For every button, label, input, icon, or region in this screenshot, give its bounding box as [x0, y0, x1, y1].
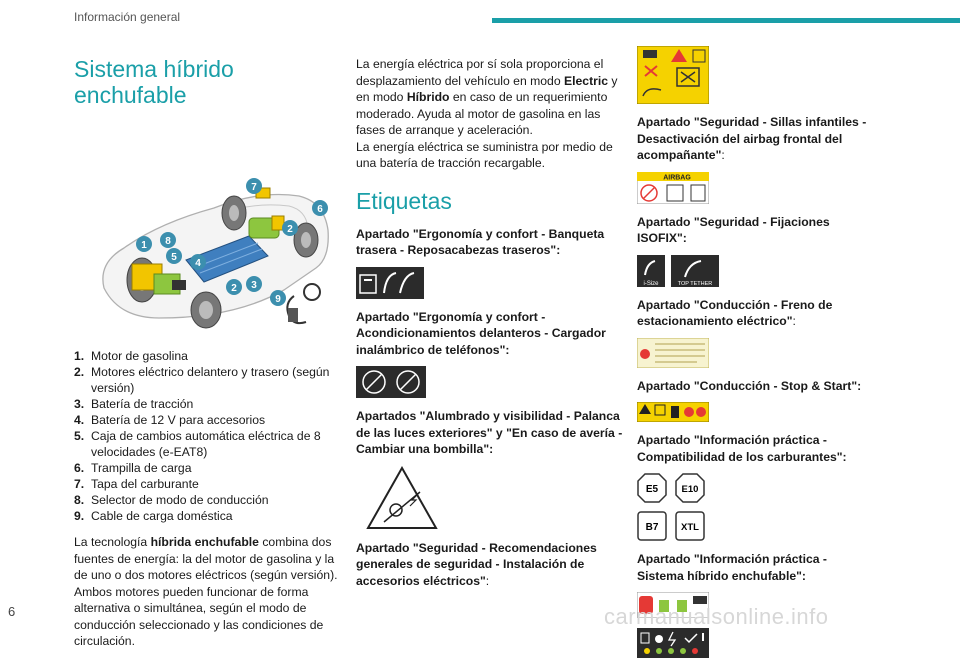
list-item: 4. Batería de 12 V para accesorios [74, 413, 266, 427]
label-heading-fuels: Apartado "Información práctica - Compatibilidad de los carburantes": [637, 433, 847, 464]
list-item: 5. Caja de cambios automática eléctrica de 8 velocidades (e-EAT8) [74, 429, 321, 459]
callout-9: 9 [275, 294, 281, 305]
svg-text:XTL: XTL [681, 522, 699, 533]
fuel-b7-icon [637, 511, 667, 541]
electric-paragraph: La energía eléctrica por sí sola proporciona el desplazamiento del vehículo en modo Electric y en modo Híbrido en caso de un requerimiento moderado. Ayuda al motor de gasolina en las fases de arranque y aceleración. [356, 57, 618, 137]
label-heading-lights: Apartados "Alumbrado y visibilidad - Palanca de las luces exteriores" y "En caso de avería - Cambiar una bombilla": [356, 409, 623, 456]
list-item: 7. Tapa del carburante [74, 477, 199, 491]
svg-text:E5: E5 [645, 484, 659, 495]
component-list [74, 348, 344, 524]
list-item: 9. Cable de carga doméstica [74, 509, 233, 523]
label-heading-parking-brake: Apartado "Conducción - Freno de estacionamiento eléctrico": [637, 297, 833, 328]
isize-label-icon [637, 255, 665, 287]
isize-text: i-Size [643, 280, 659, 287]
fuel-labels-row-1 [637, 473, 877, 503]
callout-6: 6 [317, 204, 323, 215]
svg-text:B7: B7 [645, 522, 659, 533]
callout-7: 7 [251, 182, 257, 193]
battery-paragraph: La energía eléctrica se suministra por medio de una batería de tracción recargable. [356, 139, 613, 170]
headrest-label-icon [356, 267, 424, 299]
column-2 [356, 56, 624, 597]
label-heading-stop-start: Apartado "Conducción - Stop & Start": [637, 378, 862, 393]
label-heading-isofix: Apartado "Seguridad - Fijaciones ISOFIX": [637, 214, 830, 245]
list-item: 1. Motor de gasolina [74, 349, 188, 363]
list-item: 2. Motores eléctrico delantero y trasero (según versión) [74, 365, 330, 395]
section-title-hybrid: Sistema híbrido enchufable [74, 56, 234, 108]
header-accent-bar [492, 18, 960, 23]
hybrid-car-diagram [84, 168, 334, 338]
parking-brake-label-icon [637, 338, 709, 368]
airbag-label-icon [637, 172, 709, 204]
column-1 [74, 56, 344, 658]
label-heading-headrests: Apartado "Ergonomía y confort - Banqueta trasera - Reposacabezas traseros": [356, 226, 605, 257]
isofix-labels [637, 255, 877, 287]
callout-4: 4 [195, 258, 201, 269]
hybrid-description: La tecnología híbrida enchufable combina dos fuentes de energía: la del motor de gasolina y la de uno o dos motores eléctricos (según versión). Ambos motores pueden funcionar de forma alternativa o simultánea, según el modo de conducción seleccionado y las condiciones de circulación. [74, 535, 338, 648]
column-3 [637, 46, 877, 668]
list-item: 3. Batería de tracción [74, 397, 194, 411]
callout-2b: 2 [287, 224, 293, 235]
list-item: 8. Selector de modo de conducción [74, 493, 269, 507]
callout-8: 8 [165, 236, 171, 247]
fuel-e5-icon [637, 473, 667, 503]
callout-5: 5 [171, 252, 177, 263]
top-tether-label-icon [671, 255, 719, 287]
fuel-e10-icon [675, 473, 705, 503]
callout-1: 1 [141, 240, 147, 251]
hybrid-battery-label-icon [637, 628, 709, 658]
watermark: carmanualsonline.info [604, 604, 829, 629]
fuel-xtl-icon [675, 511, 705, 541]
wireless-charger-label-icon [356, 366, 426, 398]
callout-3: 3 [251, 280, 257, 291]
label-heading-hybrid-system: Apartado "Información práctica - Sistema híbrido enchufable": [637, 552, 827, 583]
page-number: 6 [8, 604, 16, 619]
label-heading-airbag: Apartado "Seguridad - Sillas infantiles - Desactivación del airbag frontal del acompañante": [637, 115, 867, 162]
bulb-warning-label-icon [366, 466, 438, 530]
stop-start-label-icon [637, 402, 709, 422]
top-tether-text: TOP TETHER [677, 280, 713, 287]
list-item: 6. Trampilla de carga [74, 461, 192, 475]
airbag-text: AIRBAG [663, 174, 691, 181]
label-heading-accessories: Apartado "Seguridad - Recomendaciones generales de seguridad - Instalación de accesorios eléctricos": [356, 540, 597, 588]
svg-text:E10: E10 [681, 484, 699, 495]
fuel-labels-row-2 [637, 511, 877, 541]
section-title-labels: Etiquetas [356, 187, 452, 214]
label-heading-charger: Apartado "Ergonomía y confort - Acondicionamientos delanteros - Cargador inalámbrico de teléfonos": [356, 309, 606, 357]
running-header: Información general [74, 10, 181, 24]
callout-2: 2 [231, 283, 237, 294]
airbag-deactivation-label-icon [637, 46, 709, 104]
